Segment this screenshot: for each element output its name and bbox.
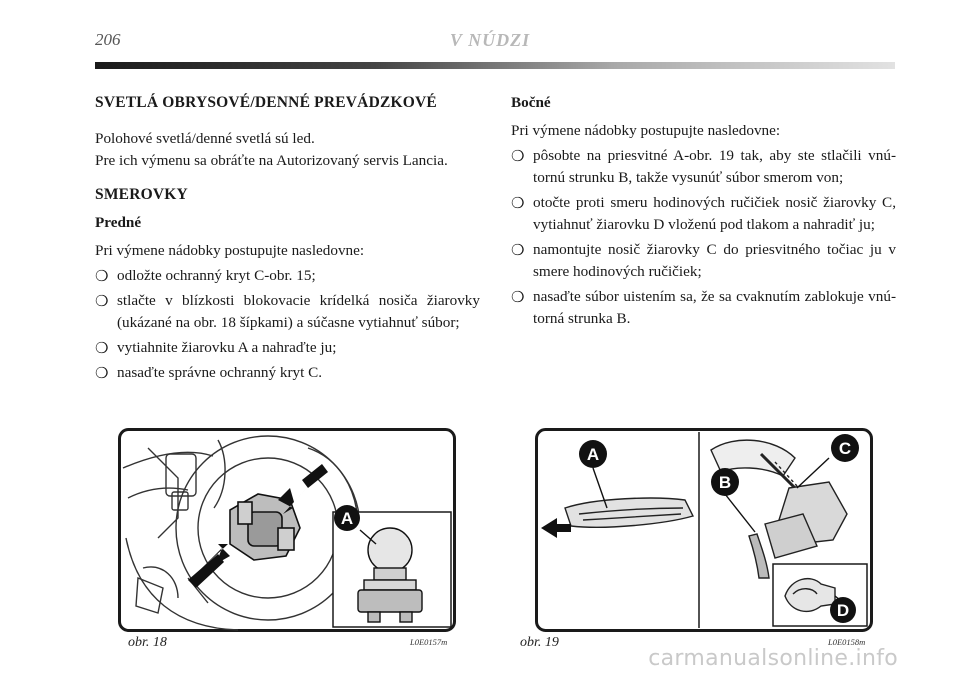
intro-side: Pri výmene nádobky postupujte nasledovne: bbox=[511, 122, 781, 139]
callout-label: C bbox=[838, 439, 852, 458]
bullet-icon: ❍ bbox=[511, 241, 525, 259]
callout-label: A bbox=[586, 445, 600, 464]
list-item: ❍ namontujte nosič žiarovky C do priesvitného točiac ju v smere hodinových ručičiek; bbox=[511, 241, 896, 280]
callout-label: D bbox=[836, 601, 850, 620]
watermark: carmanualsonline.info bbox=[648, 646, 898, 671]
bullet-icon: ❍ bbox=[95, 339, 109, 357]
bullet-icon: ❍ bbox=[95, 364, 109, 382]
callout-a-badge bbox=[334, 505, 360, 531]
bullet-icon: ❍ bbox=[511, 147, 525, 165]
bullet-icon: ❍ bbox=[95, 292, 109, 310]
front-steps-list bbox=[95, 265, 480, 384]
callout-d-badge bbox=[830, 597, 856, 623]
heading-position-lights: SVETLÁ OBRYSOVÉ/DENNÉ PREVÁDZKOVÉ bbox=[95, 94, 437, 111]
callout-c-badge bbox=[831, 434, 859, 462]
callout-label: B bbox=[718, 473, 732, 492]
bullet-icon: ❍ bbox=[95, 267, 109, 285]
right-column bbox=[511, 92, 896, 330]
list-item: ❍ pôsobte na priesvitné A-obr. 19 tak, aby ste stlačili vnútornú strunku B, takže vysunúť súbor smerom von; bbox=[511, 147, 896, 186]
list-item: ❍ nasaďte súbor uistením sa, že sa cvaknutím zablokuje vnútorná strunka B. bbox=[511, 288, 896, 327]
list-item: ❍ vytiahnite žiarovku A a nahraďte ju; bbox=[95, 339, 337, 357]
header-rule bbox=[95, 62, 895, 69]
figure-19-code: L0E0158m bbox=[828, 637, 866, 647]
side-steps-list bbox=[511, 145, 896, 330]
callout-a-badge bbox=[579, 440, 607, 468]
figure-18 bbox=[118, 428, 456, 632]
left-column bbox=[95, 92, 480, 384]
subheading-front: Predné bbox=[95, 214, 142, 231]
figure-19-caption: obr. 19 bbox=[520, 635, 559, 650]
paragraph-service: Pre ich výmenu sa obráťte na Autorizovaný servis Lancia. bbox=[95, 152, 448, 169]
figure-18-illustration bbox=[118, 428, 456, 632]
figure-19 bbox=[535, 428, 873, 632]
list-item: ❍ nasaďte správne ochranný kryt C. bbox=[95, 364, 323, 382]
page-number: 206 bbox=[95, 30, 121, 49]
figure-19-illustration bbox=[535, 428, 873, 632]
list-item: ❍ stlačte v blízkosti blokovacie krídelká nosiča žiarovky (ukázané na obr. 18 šípkami) a súčasne vytiahnuť súbor; bbox=[95, 292, 480, 331]
paragraph-led: Polohové svetlá/denné svetlá sú led. bbox=[95, 130, 315, 147]
heading-indicators: SMEROVKY bbox=[95, 186, 188, 203]
callout-b-badge bbox=[711, 468, 739, 496]
bullet-icon: ❍ bbox=[511, 194, 525, 212]
figure-18-caption: obr. 18 bbox=[128, 635, 167, 650]
intro-front: Pri výmene nádobky postupujte nasledovne: bbox=[95, 242, 365, 259]
figure-18-code: L0E0157m bbox=[410, 637, 448, 647]
list-item: ❍ odložte ochranný kryt C-obr. 15; bbox=[95, 267, 316, 285]
list-item: ❍ otočte proti smeru hodinových ručičiek nosič žiarovky C, vytiahnuť žiarovku D vloženú pod tlakom a nahradiť ju; bbox=[511, 194, 896, 233]
bullet-icon: ❍ bbox=[511, 288, 525, 306]
subheading-side: Bočné bbox=[511, 94, 551, 111]
section-header: V NÚDZI bbox=[449, 30, 531, 50]
callout-label: A bbox=[340, 509, 354, 528]
